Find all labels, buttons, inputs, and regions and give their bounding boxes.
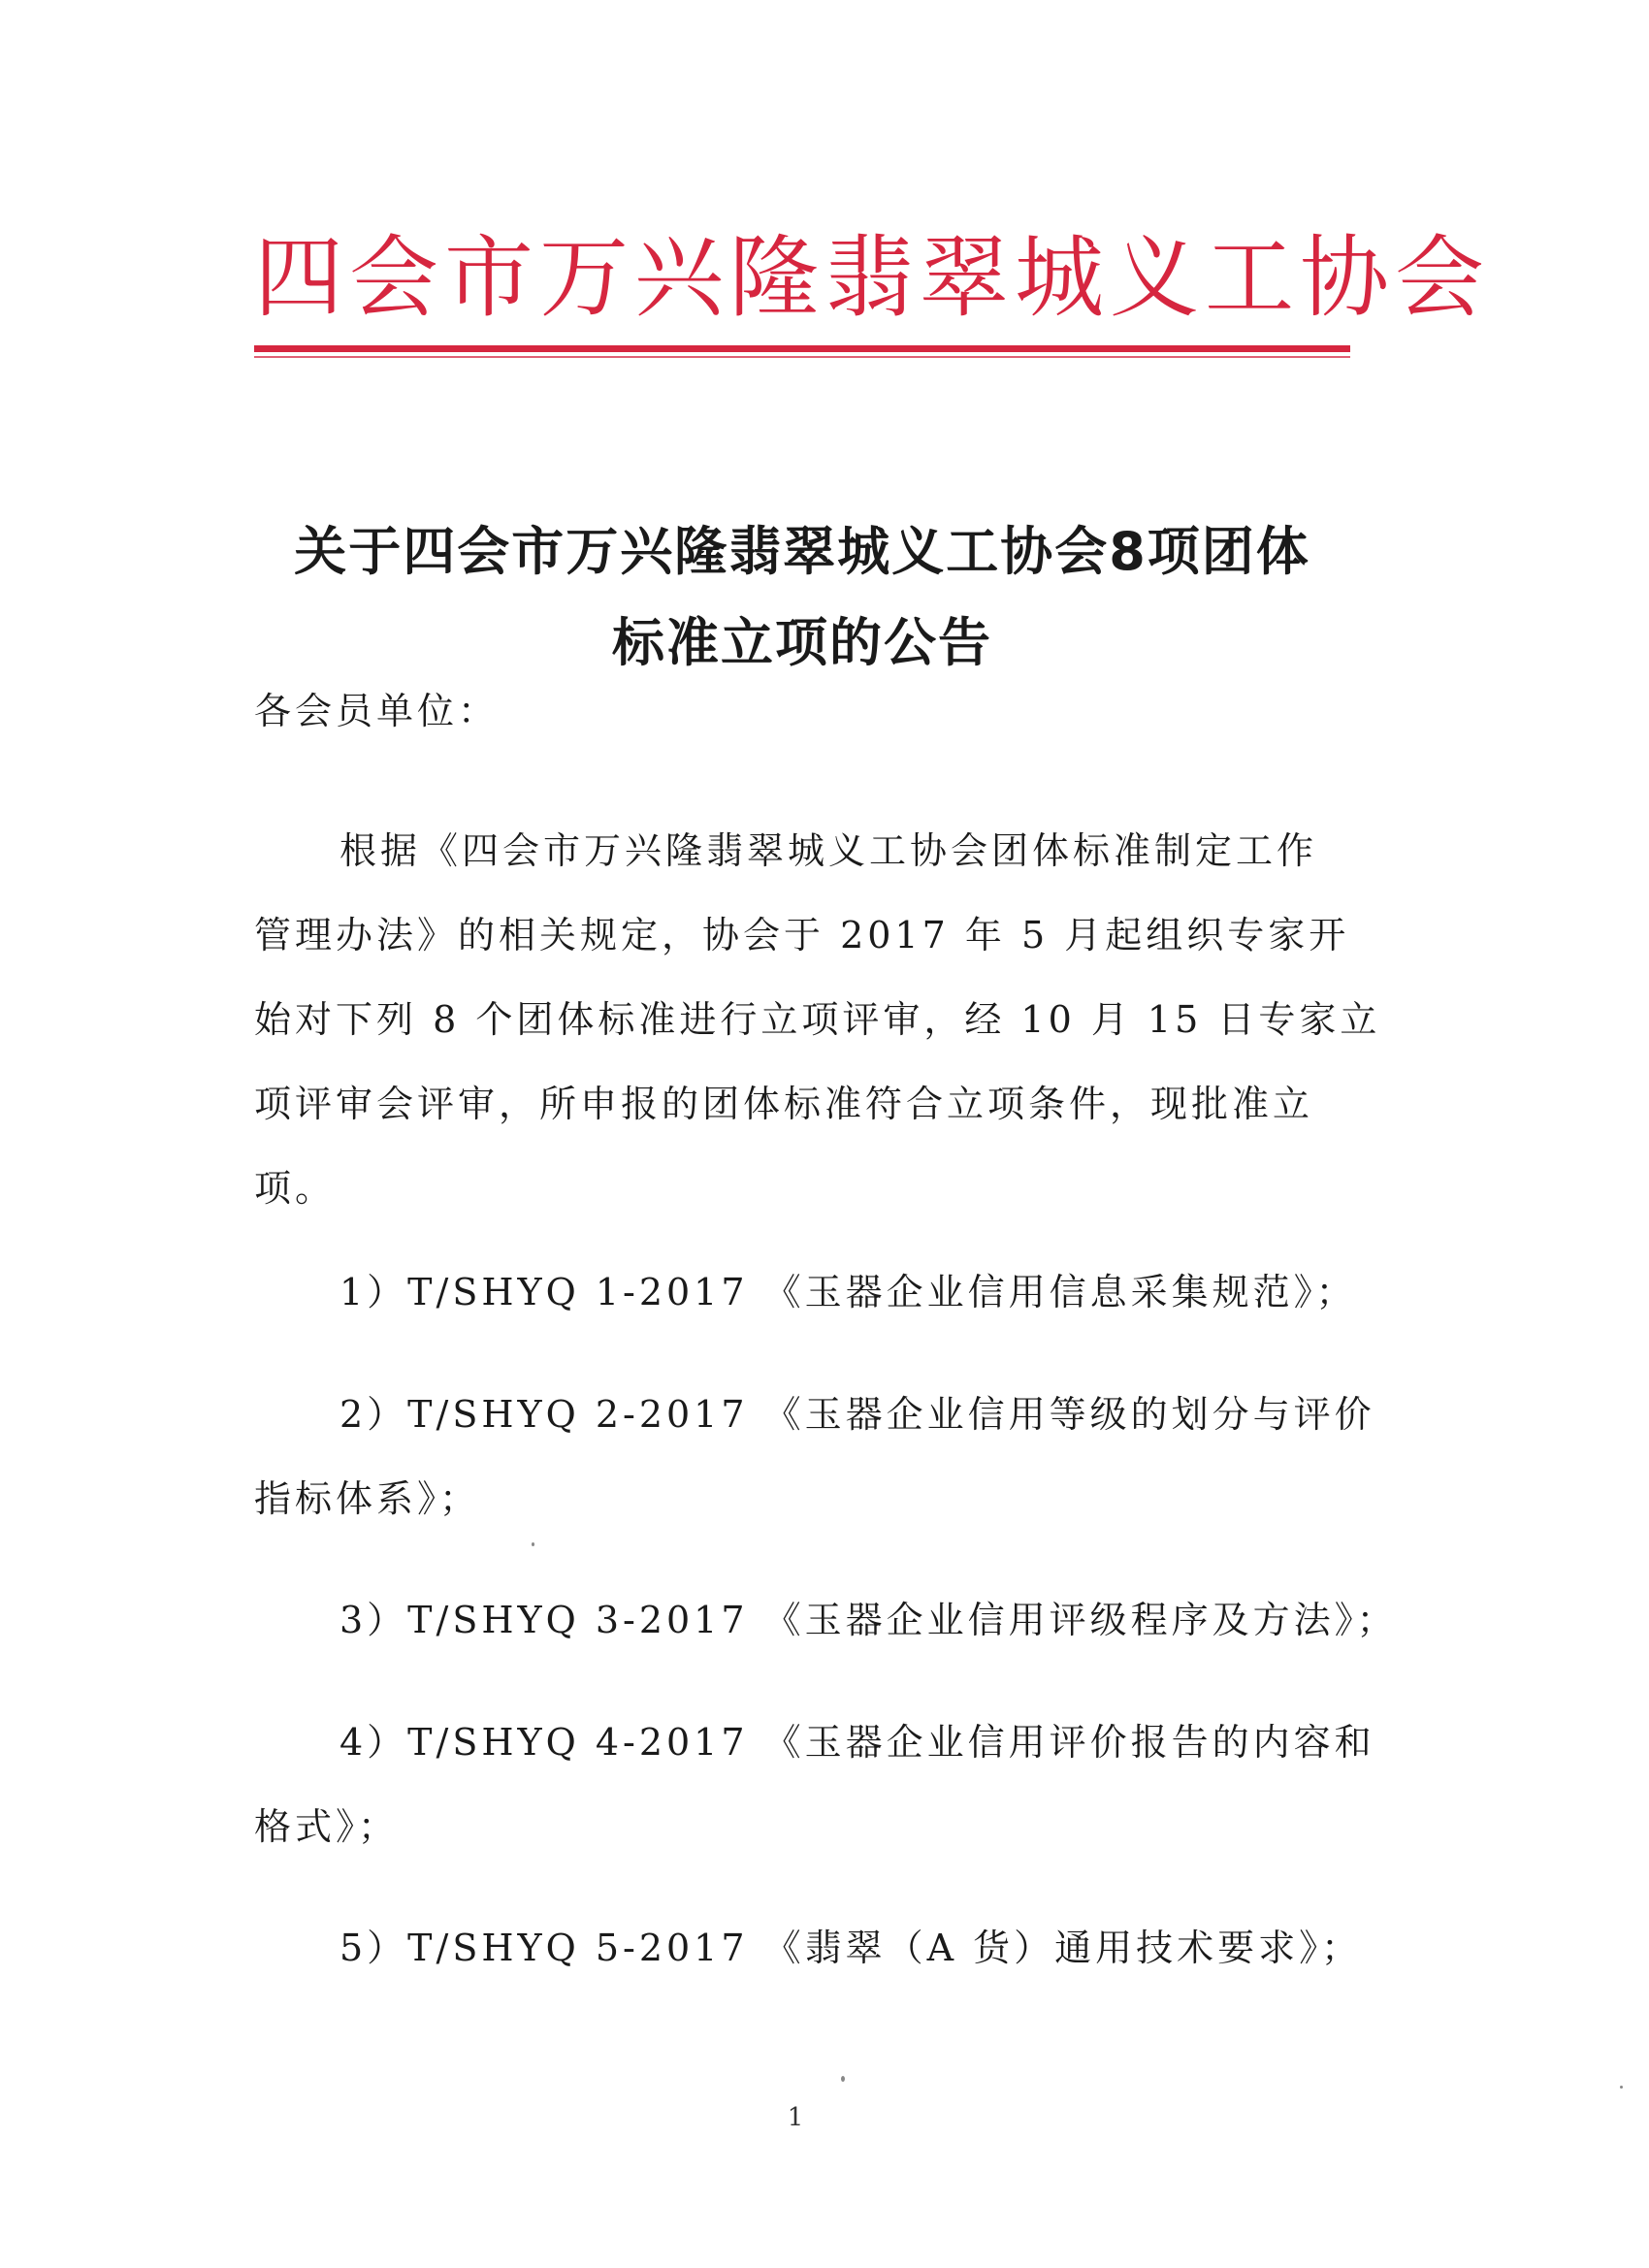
body-paragraph (254, 809, 1381, 1231)
scan-speck (532, 1542, 534, 1546)
item-line: 5）T/SHYQ 5-2017 《翡翠（A 货）通用技术要求》； (340, 1927, 1363, 1969)
notice-title-line2: 标准立项的公告 (612, 612, 992, 673)
notice-title (254, 506, 1350, 689)
letterhead-red-rule (254, 345, 1350, 352)
item-line: 指标体系》； (254, 1477, 481, 1520)
standard-item-3 (254, 1578, 1398, 1663)
standard-item-1 (254, 1250, 1357, 1335)
body-line: 管理办法》的相关规定，协会于 2017 年 5 月起组织专家开 (254, 914, 1350, 956)
page-number: 1 (787, 2103, 804, 2132)
standard-item-4 (254, 1701, 1375, 1869)
item-line: 格式》； (254, 1805, 400, 1848)
standard-item-2 (254, 1373, 1375, 1541)
standard-item-5 (254, 1906, 1363, 1991)
body-line: 项评审会评审，所申报的团体标准符合立项条件，现批准立 (254, 1083, 1314, 1125)
item-line: 3）T/SHYQ 3-2017 《玉器企业信用评级程序及方法》； (340, 1599, 1398, 1641)
scan-speck (841, 2076, 845, 2082)
body-line: 项。 (254, 1167, 337, 1210)
salutation: 各会员单位： (254, 690, 500, 732)
item-line: 4）T/SHYQ 4-2017 《玉器企业信用评价报告的内容和 (340, 1721, 1375, 1764)
body-line: 始对下列 8 个团体标准进行立项评审，经 10 月 15 日专家立 (254, 998, 1381, 1041)
notice-title-line1: 关于四会市万兴隆翡翠城义工协会8项团体 (294, 521, 1310, 582)
letterhead-red-rule-thin (254, 356, 1350, 358)
body-line: 根据《四会市万兴隆翡翠城义工协会团体标准制定工作 (340, 829, 1318, 872)
item-line: 1）T/SHYQ 1-2017 《玉器企业信用信息采集规范》； (340, 1271, 1357, 1313)
letterhead-title: 四会市万兴隆翡翠城义工协会 (254, 226, 1491, 330)
scan-speck (1620, 2086, 1623, 2089)
item-line: 2）T/SHYQ 2-2017 《玉器企业信用等级的划分与评价 (340, 1393, 1375, 1436)
